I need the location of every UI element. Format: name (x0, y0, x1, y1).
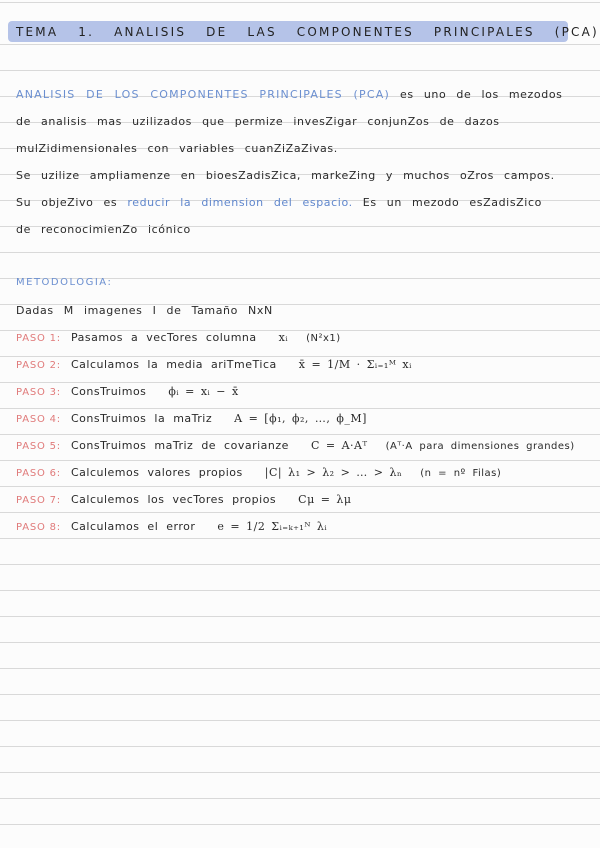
step-6 (16, 466, 501, 479)
step-formula: Cμ = λμ (298, 493, 352, 506)
objective-highlight: reducir la dimension del espacio. (127, 196, 353, 209)
step-7 (16, 493, 370, 506)
step-5 (16, 439, 575, 452)
step-2 (16, 358, 430, 371)
step-4 (16, 412, 385, 425)
intro-line-5-b: Es un mezodo esZadisZico (362, 196, 542, 209)
step-formula: C = A·Aᵀ (310, 439, 368, 452)
intro-line-5-a: Su objeZivo es (16, 196, 118, 209)
step-8 (16, 520, 345, 533)
step-label: PASO 8: (16, 522, 61, 533)
step-label: PASO 1: (16, 333, 61, 344)
step-text: ConsTruimos maTriz de covarianze (70, 439, 289, 452)
step-label: PASO 5: (16, 441, 61, 452)
step-text: Calculamos la media ariTmeTica (70, 358, 277, 371)
step-label: PASO 4: (16, 414, 61, 425)
methodology-heading: METODOLOGIA: (16, 277, 113, 288)
step-formula: A = [ϕ₁, ϕ₂, …, ϕ_M] (234, 412, 367, 425)
pca-term: ANALISIS DE LOS COMPONENTES PRINCIPALES (PCA) (16, 88, 390, 101)
step-formula: x̄ = 1/M · Σᵢ₌₁ᴹ xᵢ (298, 358, 412, 371)
step-text: Calculemos los vecTores propios (70, 493, 277, 506)
step-text: Calculamos el error (70, 520, 196, 533)
page-title: TEMA 1. ANALISIS DE LAS COMPONENTES PRINCIPALES (PCA) (16, 24, 599, 39)
step-text: Calculemos valores propios (70, 466, 243, 479)
step-text: ConsTruimos la maTriz (70, 412, 213, 425)
intro-line-4: Se uzilize ampliamenze en bioesZadisZica, markeZing y muchos oZros campos. (16, 169, 555, 182)
title-bar (8, 21, 599, 42)
step-formula: xᵢ (278, 331, 289, 344)
intro-line-3: mulZidimensionales con variables cuanZiZaZivas. (16, 142, 338, 155)
step-formula: |C| λ₁ > λ₂ > … > λₙ (264, 466, 403, 479)
step-label: PASO 6: (16, 468, 61, 479)
intro-line-1 (16, 88, 563, 101)
intro-line-1-rest: es uno de los mezodos (400, 88, 563, 101)
step-formula: ϕᵢ = xᵢ − x̄ (168, 385, 239, 398)
step-label: PASO 2: (16, 360, 61, 371)
step-3 (16, 385, 257, 398)
step-1 (16, 331, 341, 344)
step-text: ConsTruimos (70, 385, 147, 398)
step-note: (n = nº Filas) (420, 468, 502, 479)
intro-line-6: de reconocimienZo icónico (16, 223, 191, 236)
step-label: PASO 7: (16, 495, 61, 506)
intro-line-5 (16, 196, 542, 209)
step-text: Pasamos a vecTores columna (70, 331, 257, 344)
intro-line-2: de analisis mas uzilizados que permize invesZigar conjunZos de dazos (16, 115, 500, 128)
methodology-given: Dadas M imagenes I de Tamaño NxN (16, 304, 273, 317)
step-formula: e = 1/2 Σᵢ₌ₖ₊₁ᴺ λᵢ (217, 520, 328, 533)
step-label: PASO 3: (16, 387, 61, 398)
step-note: (Aᵀ·A para dimensiones grandes) (385, 441, 575, 452)
step-note: (N²x1) (306, 333, 341, 344)
